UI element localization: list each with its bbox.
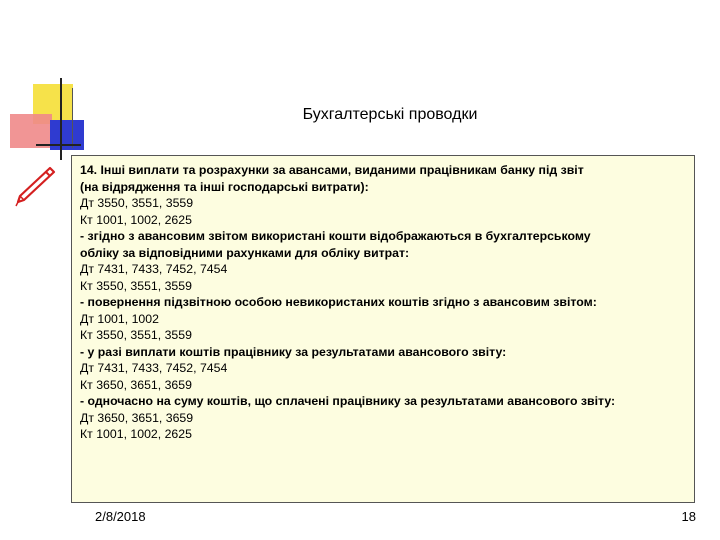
decor-vertical-line-2	[72, 88, 73, 148]
content-line: Кт 1001, 1002, 2625	[80, 212, 192, 227]
content-line: - повернення підзвітною особою невикористаних коштів згідно з авансовим звітом:	[80, 295, 597, 309]
content-line: Дт 7431, 7433, 7452, 7454	[80, 361, 228, 375]
content-line: Дт 3550, 3551, 3559	[80, 196, 194, 210]
decor-vertical-line	[60, 78, 62, 160]
slide-title: Бухгалтерські проводки	[302, 106, 478, 123]
content-line: Кт 3550, 3551, 3559	[80, 278, 192, 293]
content-line: Дт 3650, 3651, 3659	[80, 410, 194, 425]
decor-horizontal-line	[36, 144, 81, 146]
pen-icon	[10, 164, 58, 210]
content-line: Кт 1001, 1002, 2625	[80, 427, 192, 441]
content-line: - у разі виплати коштів працівнику за результатами авансового звіту:	[80, 344, 507, 359]
content-line: Дт 1001, 1002	[80, 311, 159, 326]
decor-red-square	[10, 114, 52, 148]
content-line: Кт 3650, 3651, 3659	[80, 377, 192, 392]
content-line: 14. Інші виплати та розрахунки за авансами, виданими працівникам банку під звіт	[80, 163, 584, 177]
content-line: Кт 3550, 3551, 3559	[80, 328, 192, 342]
slide-date: 2/8/2018	[95, 509, 146, 524]
content-box	[71, 155, 695, 503]
slide-page-number: 18	[681, 509, 696, 524]
content-line: обліку за відповідними рахунками для обліку витрат:	[80, 245, 410, 260]
content-line: (на відрядження та інші господарські витрати):	[80, 179, 369, 194]
content-line: Дт 7431, 7433, 7452, 7454	[80, 262, 228, 276]
content-line: - згідно з авансовим звітом використані кошти відображаються в бухгалтерському	[80, 229, 591, 243]
content-line: - одночасно на суму коштів, що сплачені працівнику за результатами авансового звіту:	[80, 394, 616, 408]
